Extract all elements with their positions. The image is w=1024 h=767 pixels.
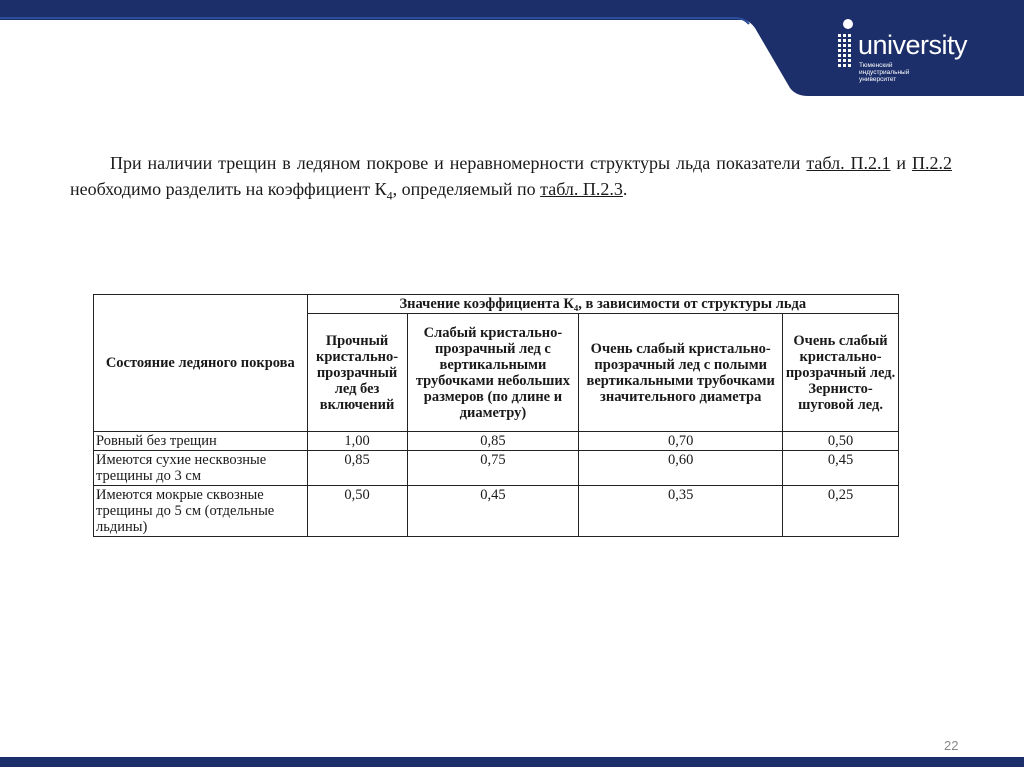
link-table-p22[interactable]: П.2.2 xyxy=(911,153,952,173)
row-label: Имеются мокрые сквозные трещины до 5 см (отдельные льдины) xyxy=(94,486,308,537)
table-cell: 0,50 xyxy=(307,486,407,537)
table-cell: 0,85 xyxy=(307,451,407,486)
table-row xyxy=(94,451,899,486)
table-cell: 0,60 xyxy=(579,451,783,486)
university-logo xyxy=(826,14,1016,94)
row-label: Имеются сухие несквозные трещины до 3 см xyxy=(94,451,308,486)
table-cell: 1,00 xyxy=(307,432,407,451)
table-cell: 0,35 xyxy=(579,486,783,537)
link-table-p23[interactable]: табл. П.2.3 xyxy=(540,179,623,199)
logo-wordmark: university xyxy=(858,30,968,60)
table-cell: 0,50 xyxy=(783,432,899,451)
footer-bar xyxy=(0,757,1024,767)
table-cell: 0,45 xyxy=(407,486,579,537)
table-cell: 0,70 xyxy=(579,432,783,451)
page-number: 22 xyxy=(944,738,959,753)
table-cell: 0,85 xyxy=(407,432,579,451)
body-paragraph: При наличии трещин в ледяном покрове и неравномерности структуры льда показатели табл. П.2.1 и П.2.2 необходимо разделить на коэффициент $К_4$, определяемый по табл. П.2.3. xyxy=(70,153,952,203)
table-cell: 0,25 xyxy=(783,486,899,537)
column-header: Слабый кристально-прозрачный лед с вертикальными трубочками небольших размеров (по длине и диаметру) xyxy=(407,314,579,432)
table-header-row xyxy=(94,295,899,314)
column-header: Очень слабый кристально-прозрачный лед с полыми вертикальными трубочками значительного диаметра xyxy=(579,314,783,432)
table-group-header: Значение коэффициента К₄, в зависимости от структуры льда xyxy=(307,295,898,314)
table-corner-header: Состояние ледяного покрова xyxy=(94,295,308,432)
row-label: Ровный без трещин xyxy=(94,432,308,451)
coefficient-table xyxy=(93,294,899,537)
table-cell: 0,75 xyxy=(407,451,579,486)
link-table-p21[interactable]: табл. П.2.1 xyxy=(806,153,891,173)
logo-subtitle: Тюменский индустриальный университет xyxy=(859,62,910,83)
column-header: Очень слабый кристально-прозрачный лед. Зернисто-шуговой лед. xyxy=(783,314,899,432)
column-header: Прочный кристально-прозрачный лед без включений xyxy=(307,314,407,432)
table-row xyxy=(94,486,899,537)
table-row xyxy=(94,432,899,451)
table-cell: 0,45 xyxy=(783,451,899,486)
logo-mark-icon xyxy=(834,18,856,80)
